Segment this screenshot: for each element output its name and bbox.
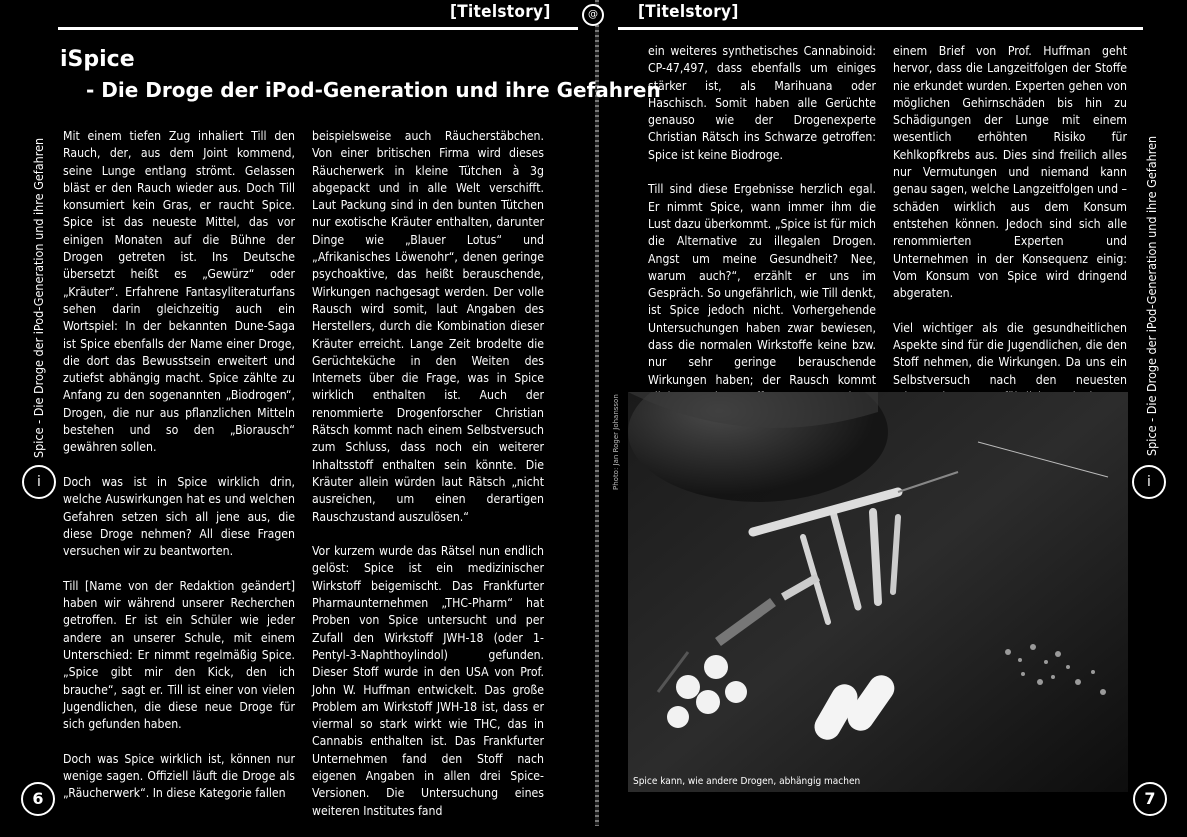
running-title-right: Spice - Die Droge der iPod-Generation und ihre Gefahren (1144, 135, 1159, 456)
section-tag-right: [Titelstory] (638, 2, 739, 22)
paragraph: Till sind diese Ergebnisse herzlich egal. Er nimmt Spice, wann immer ihm die Lust dazu überkommt. „Spice ist für mich die Alternative zu illegalen Drogen. Angst um meine Gesundheit? Nee, warum auch?“, erzählt er uns im Gespräch. So ungefährlich, wie Till denkt, ist Spice jedoch nicht. Vorhergehende Untersuchungen haben zwar bewiesen, dass die normalen Wirkstoffe keine bzw. nur sehr geringe berauschende Wirkungen haben; der Rausch kommt (648, 182, 876, 387)
drug-photo-illustration (628, 392, 1128, 792)
page-spine (595, 0, 599, 826)
article-subtitle: - Die Droge der iPod-Generation und ihre Gefahren (86, 78, 661, 102)
right-column-2 (893, 43, 1127, 441)
left-column-2 (312, 128, 544, 837)
article-title: iSpice (60, 47, 135, 72)
paragraph: Vor kurzem wurde das Rätsel nun endlich gelöst: Spice ist ein medizinischer Wirkstoff beigemischt. Das Frankfurter Pharmaunternehmen „THC-Pharm“ hat Proben von Spice untersucht und per Zufall den Wirkstoff JWH-18 (oder 1-Pentyl-3-Naphthoylindol) gefunden. Dieser Stoff wurde in den USA von Prof. John W. Huffman entwickelt. Das große Problem am Wirkstoff JWH-18 ist, dass er viermal so stark wirkt wie THC, das in Cannabis enthalten ist. Das Frankfurter Unternehmen fand den Stoff nach eigenen Angaben in allen drei Spice-Versionen. Die Untersuchung eines weiteren Institutes fand (312, 544, 544, 818)
article-photo (628, 392, 1128, 792)
info-icon-left (22, 465, 56, 499)
section-tag-left: [Titelstory] (450, 2, 551, 22)
page-number-right: 7 (1133, 782, 1167, 816)
paragraph: Doch was Spice wirklich ist, können nur wenige sagen. Offiziell läuft die Droge als „Räucherwerk“. In diese Kategorie fallen (63, 751, 295, 801)
photo-caption: Spice kann, wie andere Drogen, abhängig machen (633, 776, 861, 787)
info-glyph: i (37, 474, 41, 490)
header-rule-right (618, 27, 1143, 30)
paragraph: Doch was ist in Spice wirklich drin, welche Auswirkungen hat es und welchen Gefahren setzen sich all jene aus, die diese Droge nehmen? All diese Fragen versuchen wir zu beantworten. (63, 474, 295, 559)
paragraph: Viel wichtiger als die gesundheitlichen Aspekte sind für die Jugendlichen, die den Stoff nehmen, die Wirkungen. Da uns ein Selbstversuch nach den neuesten (893, 320, 1127, 387)
running-title-left: Spice - Die Droge der iPod-Generation und ihre Gefahren (31, 137, 46, 458)
photo-credit: Photo: Jan Roger Johansson (612, 394, 620, 490)
paragraph: Mit einem tiefen Zug inhaliert Till den Rauch, der, aus dem Joint kommend, seine Lunge entlang strömt. Gelassen bläst er den Rauch wieder aus. Doch Till konsumiert kein Gras, er raucht Spice. Spice ist das neueste Mittel, das vor einigen Monaten auf die Bühne der Drogen getreten ist. Ins Deutsche übersetzt heißt es „Gewürz“ oder „Kräuter“. Erfahrene Fantasyliteraturfans sehen darin gleichzeitig auch ein Wortspiel: In der bekannten Dune-Saga ist Spice ebenfalls der Name einer Droge, die dort das Bewusstsein erweitert und zutiefst abhängig macht. Spice zählte zu Anfang zu den sogenannten „Biodrogen“, Drogen, die nur aus pflanzlichen Mitteln bestehen und so den „Biorausch“ gewähren sollen. (63, 129, 295, 455)
paragraph: ein weiteres synthetisches Cannabinoid: CP-47,497, dass ebenfalls um einiges stärker ist, als Marihuana oder Haschisch. Somit haben alle Gerüchte genauso wie der Drogenexperte Christian Rätsch ins Schwarze getroffen: Spice ist keine Biodroge. (648, 44, 876, 162)
paragraph: beispielsweise auch Räucherstäbchen. Von einer britischen Firma wird dieses Räucherwerk in kleine Tütchen à 3g abgepackt und in alle Welt verschifft. Laut Packung sind in den bunten Tütchen nur exotische Kräuter enthalten, darunter Dinge wie „Blauer Lotus“ und „Afrikanisches Löwenohr“, denen geringe psychoaktive, das heißt berauschende, Wirkungen nachgesagt werden. Der volle Rausch wird somit, laut Angaben des Herstellers, durch die Kombination dieser Kräuter erreicht. Lange Zeit brodelte die Gerüchteküche in den Weiten des Internets über die Frage, was in Spice wirklich enthalten ist. Auch der renommierte Drogenforscher Christian Rätsch kommt nach einem Selbstversuch zum Schluss, dass noch ein weiterer Inhaltsstoff enthalten sein könnte. Die Kräuter allein würden laut Rätsch „nicht ausreichen, um einen derartigen Rauschzustand auszulösen.“ (312, 129, 544, 524)
right-column-1 (648, 43, 876, 441)
page-number-left: 6 (21, 782, 55, 816)
paragraph: einem Brief von Prof. Huffman geht hervor, dass die Langzeitfolgen der Stoffe nie erkundet wurden. Experten gehen von möglichen Gehirnschäden bis hin zu Schädigungen der Lunge mit einem wesentlich erhöhten Risiko für Kehlkopfkrebs aus. Dies sind freilich alles nur Vermutungen und niemand kann genau sagen, welche Langzeitfolgen und –schäden wirklich aus dem Konsum entstehen können. Jedoch sind sich alle renommierten Experten und Unternehmen in der Konsequenz einig: Vom Konsum von Spice wird dringend abgeraten. (893, 44, 1128, 301)
info-glyph: i (1147, 474, 1151, 490)
info-icon-right (1132, 465, 1166, 499)
spiral-emblem-icon: @ (582, 4, 604, 26)
left-column-1 (63, 128, 295, 820)
header-rule-left (58, 27, 578, 30)
paragraph: Till [Name von der Redaktion geändert] haben wir während unserer Recherchen getroffen. Er ist ein Schüler wie jeder andere an unserer Schule, mit einem Unterschied: Er nimmt regelmäßig Spice. „Spice gibt mir den Kick, den ich brauche“, sagt er. Till ist einer von vielen Jugendlichen, die diese neue Droge für sich gefunden haben. (63, 578, 295, 732)
